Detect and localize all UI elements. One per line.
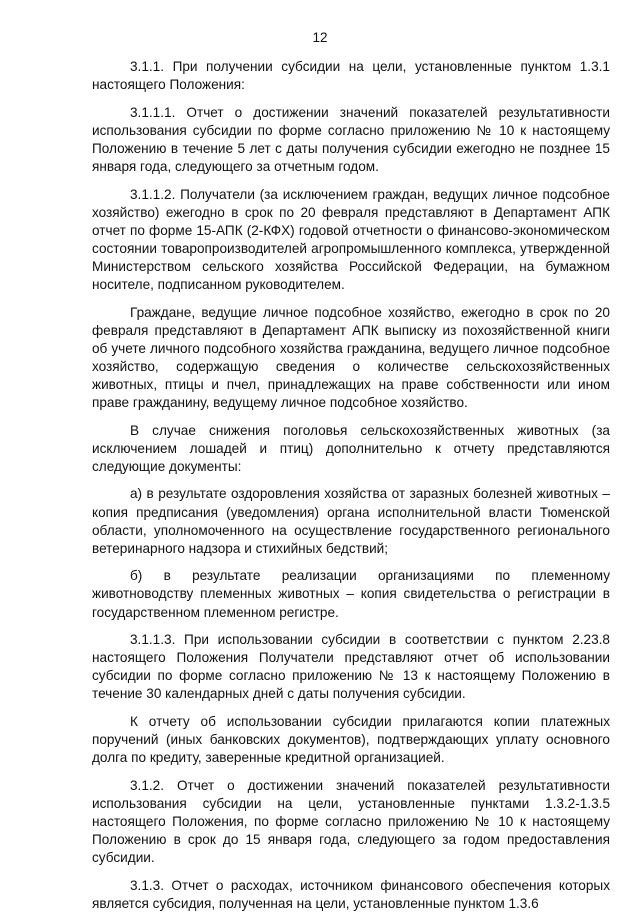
paragraph-citizens-lph: Граждане, ведущие личное подсобное хозяйство, ежегодно в срок по 20 февраля представляют в Департамент АПК выписку из похозяйственной книги об учете личного подсобного хозяйства гражданина, ведущего личное подсобное хозяйство, содержащую сведения о количестве сельскохозяйственных животных, птицы и пчел, принадлежащих на праве собственности или ином праве гражданину, ведущему личное подсобное хозяйство.	[92, 304, 610, 411]
paragraph-3-1-1-3: 3.1.1.3. При использовании субсидии в соответствии с пунктом 2.23.8 настоящего Положения Получатели представляют отчет об использовании субсидии по форме согласно приложению № 13 к настоящему Положению в течение 30 календарных дней с даты получения субсидии.	[92, 632, 610, 702]
document-body	[92, 58, 610, 922]
paragraph-3-1-2: 3.1.2. Отчет о достижении значений показателей результативности использования субсидии на цели, установленные пунктами 1.3.2-1.3.5 настоящего Положения, по форме согласно приложению № 10 к настоящему Положению в срок до 15 января года, следующего за годом предоставления субсидии.	[92, 777, 610, 866]
paragraph-3-1-3: 3.1.3. Отчет о расходах, источником финансового обеспечения которых является субсидия, полученная на цели, установленные пунктом 1.3.6	[92, 877, 610, 911]
paragraph-item-a: а) в результате оздоровления хозяйства от заразных болезней животных – копия предписания (уведомления) органа исполнительной власти Тюменской области, уполномоченного на осуществление государственного регионального ветеринарного надзора и стихийных бедствий;	[92, 486, 610, 556]
paragraph-item-b: б) в результате реализации организациями по племенному животноводству племенных животных – копия свидетельства о регистрации в государственном племенном регистре.	[92, 568, 610, 620]
paragraph-livestock-decrease: В случае снижения поголовья сельскохозяйственных животных (за исключением лошадей и птиц) дополнительно к отчету представляются следующие документы:	[92, 422, 610, 474]
page-number: 12	[312, 30, 328, 45]
paragraph-3-1-1-1: 3.1.1.1. Отчет о достижении значений показателей результативности использования субсидии по форме согласно приложению № 10 к настоящему Положению в течение 5 лет с даты получения субсидии ежегодно не позднее 15 января года, следующего за отчетным годом.	[92, 104, 610, 174]
paragraph-report-attachments: К отчету об использовании субсидии прилагаются копии платежных поручений (иных банковских документов), подтверждающих уплату основного долга по кредиту, заверенные кредитной организацией.	[92, 714, 610, 766]
paragraph-3-1-1: 3.1.1. При получении субсидии на цели, установленные пунктом 1.3.1 настоящего Положения:	[92, 59, 610, 93]
paragraph-3-1-1-2: 3.1.1.2. Получатели (за исключением граждан, ведущих личное подсобное хозяйство) ежегодно в срок по 20 февраля представляют в Департамент АПК отчет по форме 15-АПК (2-КФХ) годовой отчетности о финансово-экономическом состоянии товаропроизводителей агропромышленного комплекса, утвержденной Министерством сельского хозяйства Российской Федерации, на бумажном носителе, подписанном руководителем.	[92, 186, 610, 293]
